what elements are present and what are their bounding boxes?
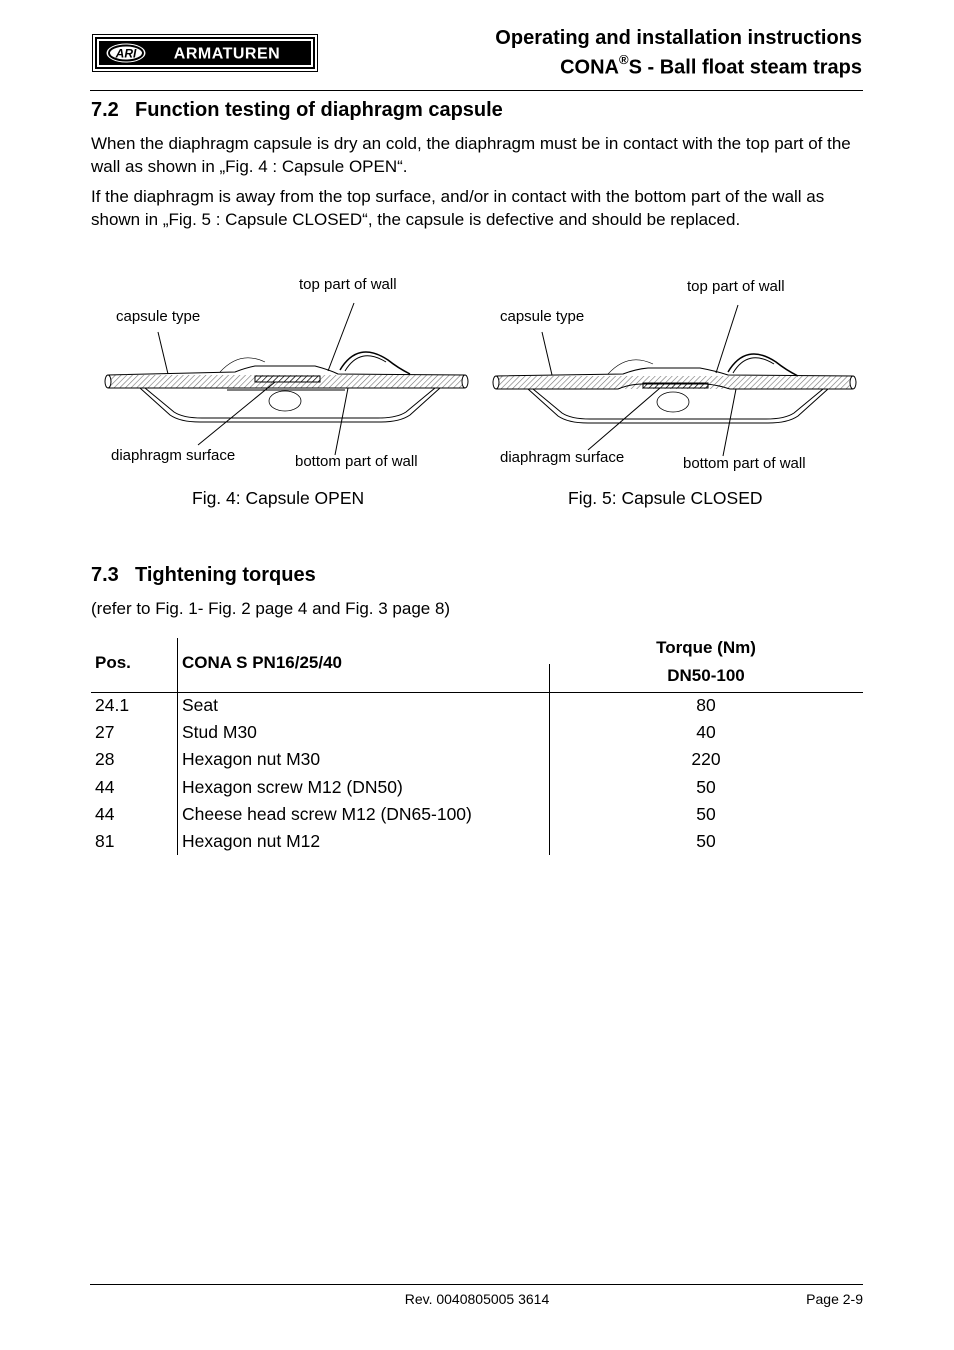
figure-caption: Fig. 4: Capsule OPEN	[192, 488, 365, 508]
table-row	[91, 775, 863, 802]
table-row	[91, 829, 863, 856]
cell-torque: 40	[696, 722, 716, 743]
section-7-2-heading	[91, 99, 503, 122]
cell-description: Hexagon nut M30	[182, 749, 321, 770]
label-diaphragm-surface: diaphragm surface	[111, 447, 236, 464]
table-header	[91, 638, 863, 693]
document-subtitle	[560, 54, 862, 80]
table-row	[91, 720, 863, 747]
cell-description: Stud M30	[182, 722, 257, 743]
torque-table	[91, 638, 863, 856]
label-bottom-wall: bottom part of wall	[295, 453, 418, 470]
svg-text:ARI: ARI	[115, 46, 137, 61]
header-divider	[549, 664, 550, 692]
label-top-wall: top part of wall	[687, 278, 785, 295]
table-row	[91, 802, 863, 829]
figure-capsule-open	[90, 270, 480, 520]
section-7-3-heading	[91, 564, 316, 587]
cell-torque: 80	[696, 695, 716, 715]
brand-name: CONA	[560, 56, 619, 79]
page-number: Page 2-9	[806, 1291, 863, 1307]
header-pos: Pos.	[95, 653, 131, 672]
cell-torque: 50	[696, 803, 716, 824]
registered-mark: ®	[619, 52, 629, 67]
section-title: Function testing of diaphragm capsule	[135, 99, 503, 121]
header-size: DN50-100	[667, 666, 745, 685]
label-capsule-type: capsule type	[116, 308, 201, 325]
cell-pos: 44	[95, 776, 115, 797]
capsule-open-drawing	[90, 270, 480, 460]
cell-torque: 220	[691, 749, 721, 770]
cell-pos: 44	[95, 803, 115, 824]
footer-rule	[90, 1284, 863, 1285]
cell-description: Hexagon nut M12	[182, 830, 321, 851]
paragraph-capsule-closed: If the diaphragm is away from the top surface, and/or in contact with the bottom part of the wall as shown in „Fig. 5 : Capsule CLOSED“, the capsule is defective and should be replaced.	[91, 187, 825, 229]
capsule-closed-drawing	[478, 270, 868, 460]
label-top-wall: top part of wall	[299, 276, 397, 293]
header-torque: Torque (Nm)	[656, 638, 756, 657]
label-diaphragm-surface: diaphragm surface	[500, 449, 625, 466]
document-title: Operating and installation instructions	[495, 27, 862, 49]
cell-pos: 27	[95, 722, 115, 743]
label-bottom-wall: bottom part of wall	[683, 455, 806, 472]
figure-caption: Fig. 5: Capsule CLOSED	[568, 488, 763, 508]
table-body	[91, 693, 863, 856]
section-title: Tightening torques	[135, 564, 316, 586]
figure-capsule-closed	[478, 270, 868, 520]
cell-description: Hexagon screw M12 (DN50)	[182, 776, 403, 797]
cell-pos: 24.1	[95, 695, 130, 715]
revision-number: Rev. 0040805005 3614	[404, 1291, 550, 1307]
label-capsule-type: capsule type	[500, 308, 585, 325]
header-rule	[90, 90, 863, 91]
table-row	[91, 693, 863, 720]
product-name: S - Ball float steam traps	[628, 56, 862, 79]
section-note: (refer to Fig. 1- Fig. 2 page 4 and Fig. 3 page 8)	[91, 599, 451, 618]
table-row	[91, 747, 863, 774]
cell-description: Cheese head screw M12 (DN65-100)	[182, 803, 472, 824]
cell-pos: 81	[95, 830, 115, 851]
cell-torque: 50	[696, 776, 716, 797]
ari-armaturen-logo	[92, 34, 318, 72]
cell-description: Seat	[182, 695, 218, 715]
header-description: CONA S PN16/25/40	[182, 653, 342, 672]
paragraph-capsule-open: When the diaphragm capsule is dry an cold, the diaphragm must be in contact with the top part of the wall as shown in „Fig. 4 : Capsule OPEN“.	[91, 134, 851, 176]
section-number: 7.2	[91, 99, 119, 121]
svg-text:ARMATUREN: ARMATUREN	[173, 45, 281, 63]
section-number: 7.3	[91, 564, 119, 586]
cell-torque: 50	[696, 830, 716, 851]
cell-pos: 28	[95, 749, 115, 770]
